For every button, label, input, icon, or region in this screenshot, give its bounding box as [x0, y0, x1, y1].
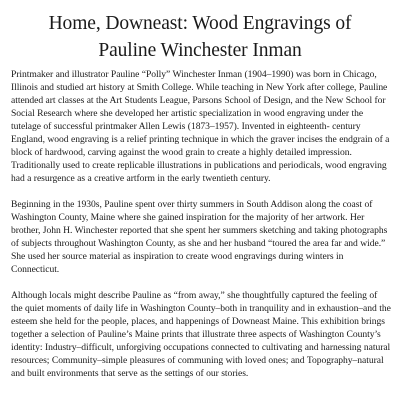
paragraph-exhibition: Although locals might describe Pauline as “from away,” she thoughtfully captured the feeling of the quiet moments of daily life in Washington County–both in tranquility and in exhaustion–and the esteem she held for the people, places, and happenings of Downeast Maine. This exhibition brings together a selection of Pauline’s Maine prints that illustrate three aspects of Washington County’s identity: Industry–difficult, unforgiving occupations connected to cultivating and harnessing natural resources; Community–simple pleasures of communing with loved ones; and Topography–natural and built environments that serve as the settings of our stories. — [11, 290, 391, 379]
title-line-1: Home, Downeast: Wood Engravings of — [48, 13, 352, 34]
title-line-2: Pauline Winchester Inman — [98, 40, 302, 61]
document-body — [11, 68, 391, 393]
paragraph-washington-county: Beginning in the 1930s, Pauline spent over thirty summers in South Addison along the coast of Washington County, Maine where she gained inspiration for the majority of her artwork. Her brother, John H. Winchester reported that she spent her summers sketching and taking photographs of subjects throughout Washington County, as she and her husband “toured the area far and wide.” She used her source material as inspiration to create wood engravings during winters in Connecticut. — [11, 199, 388, 275]
document-title — [0, 10, 400, 64]
paragraph-biography: Printmaker and illustrator Pauline “Polly” Winchester Inman (1904–1990) was born in Chicago, Illinois and studied art history at Smith College. While teaching in New York after college, Pauline attended art classes at the Art Students League, Parsons School of Design, and the New School for Social Research where she developed her artistic specialization in wood engraving under the tutelage of successful printmaker Allen Lewis (1873–1957). Invented in eighteenth- century England, wood engraving is a relief printing technique in which the graver incises the endgrain of a block of hardwood, carving against the wood grain to create a highly detailed impression. Traditionally used to create replicable illustrations in publications and periodicals, wood engraving had a resurgence as a creative artform in the early twentieth century. — [11, 69, 390, 184]
